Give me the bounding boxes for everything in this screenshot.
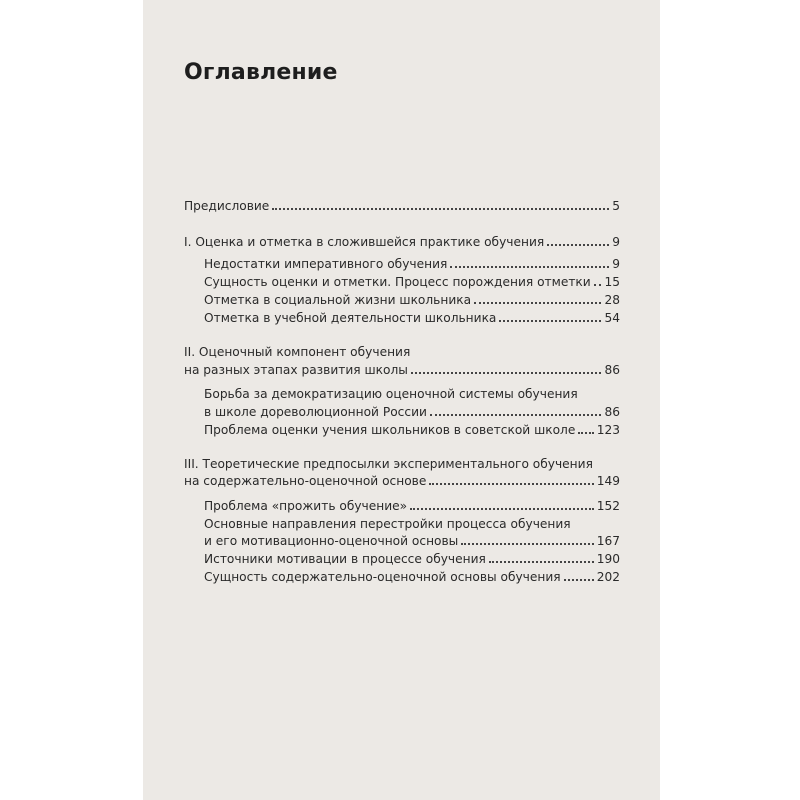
toc-entry-section bbox=[204, 386, 620, 402]
toc-entry-section-cont bbox=[204, 404, 620, 420]
toc-entry-title: Основные направления перестройки процесса обучения bbox=[204, 517, 571, 531]
toc-entry-chapter-1 bbox=[184, 234, 620, 250]
toc-entry-page: 86 bbox=[604, 405, 620, 419]
toc-entry-title: Проблема оценки учения школьников в советской школе bbox=[204, 423, 576, 437]
toc-entry-page: 5 bbox=[612, 199, 620, 213]
toc-leader bbox=[411, 372, 602, 374]
toc-entry-title: I. Оценка и отметка в сложившейся практике обучения bbox=[184, 235, 545, 249]
toc-entry-page: 86 bbox=[604, 363, 620, 377]
toc-leader bbox=[578, 432, 593, 434]
toc-entry-section bbox=[204, 551, 620, 567]
toc-leader bbox=[461, 543, 593, 545]
toc-entry-page: 28 bbox=[604, 293, 620, 307]
toc-entry-section bbox=[204, 256, 620, 272]
toc-entry-page: 152 bbox=[596, 499, 620, 513]
toc-entry-title: Сущность оценки и отметки. Процесс порождения отметки bbox=[204, 275, 591, 289]
toc-entry-title: на содержательно-оценочной основе bbox=[184, 474, 427, 488]
toc-leader bbox=[499, 320, 601, 322]
toc-entry-page: 15 bbox=[604, 275, 620, 289]
toc-entry-chapter-2 bbox=[184, 344, 620, 360]
toc-entry-page: 149 bbox=[596, 474, 620, 488]
toc-entry-title: Борьба за демократизацию оценочной системы обучения bbox=[204, 387, 578, 401]
toc-entry-chapter-3-cont bbox=[184, 473, 620, 489]
toc-entry-section bbox=[204, 516, 620, 532]
toc-leader bbox=[489, 561, 594, 563]
toc-entry-title: Источники мотивации в процессе обучения bbox=[204, 552, 486, 566]
book-page bbox=[143, 0, 660, 800]
toc-entry-title: на разных этапах развития школы bbox=[184, 363, 408, 377]
toc-entry-section bbox=[204, 422, 620, 438]
toc-leader bbox=[474, 302, 601, 304]
toc-entry-page: 190 bbox=[596, 552, 620, 566]
toc-entry-title: Сущность содержательно-оценочной основы обучения bbox=[204, 570, 561, 584]
toc-entry-section-cont bbox=[204, 533, 620, 549]
toc-entry-page: 9 bbox=[612, 235, 620, 249]
toc-entry-page: 167 bbox=[596, 534, 620, 548]
toc-leader bbox=[272, 208, 609, 210]
toc-entry-title: Недостатки императивного обучения bbox=[204, 257, 448, 271]
toc-entry-section bbox=[204, 292, 620, 308]
toc-entry-title: в школе дореволюционной России bbox=[204, 405, 427, 419]
toc-entry-title: Отметка в социальной жизни школьника bbox=[204, 293, 472, 307]
toc-entry-title: III. Теоретические предпосылки экспериментального обучения bbox=[184, 457, 593, 471]
toc-leader bbox=[410, 508, 594, 510]
toc-entry-section bbox=[204, 310, 620, 326]
toc-entry-title: Предисловие bbox=[184, 199, 270, 213]
toc-entry-title: Проблема «прожить обучение» bbox=[204, 499, 408, 513]
toc-entry-title: Отметка в учебной деятельности школьника bbox=[204, 311, 497, 325]
toc-leader bbox=[450, 266, 609, 268]
toc-entry-title: II. Оценочный компонент обучения bbox=[184, 345, 411, 359]
toc-entry-section bbox=[204, 498, 620, 514]
toc-entry-page: 123 bbox=[596, 423, 620, 437]
toc-leader bbox=[564, 579, 594, 581]
toc-leader bbox=[594, 284, 602, 286]
toc-leader bbox=[430, 414, 602, 416]
toc-leader bbox=[429, 483, 593, 485]
toc-heading: Оглавление bbox=[184, 60, 338, 85]
toc-leader bbox=[547, 244, 609, 246]
toc-entry-page: 9 bbox=[612, 257, 620, 271]
toc-entry-preface bbox=[184, 198, 620, 214]
toc-entry-page: 202 bbox=[596, 570, 620, 584]
toc-entry-title: и его мотивационно-оценочной основы bbox=[204, 534, 459, 548]
toc-entry-chapter-3 bbox=[184, 456, 620, 472]
toc-entry-section bbox=[204, 274, 620, 290]
toc-entry-section bbox=[204, 569, 620, 585]
toc-entry-chapter-2-cont bbox=[184, 362, 620, 378]
toc-entry-page: 54 bbox=[604, 311, 620, 325]
